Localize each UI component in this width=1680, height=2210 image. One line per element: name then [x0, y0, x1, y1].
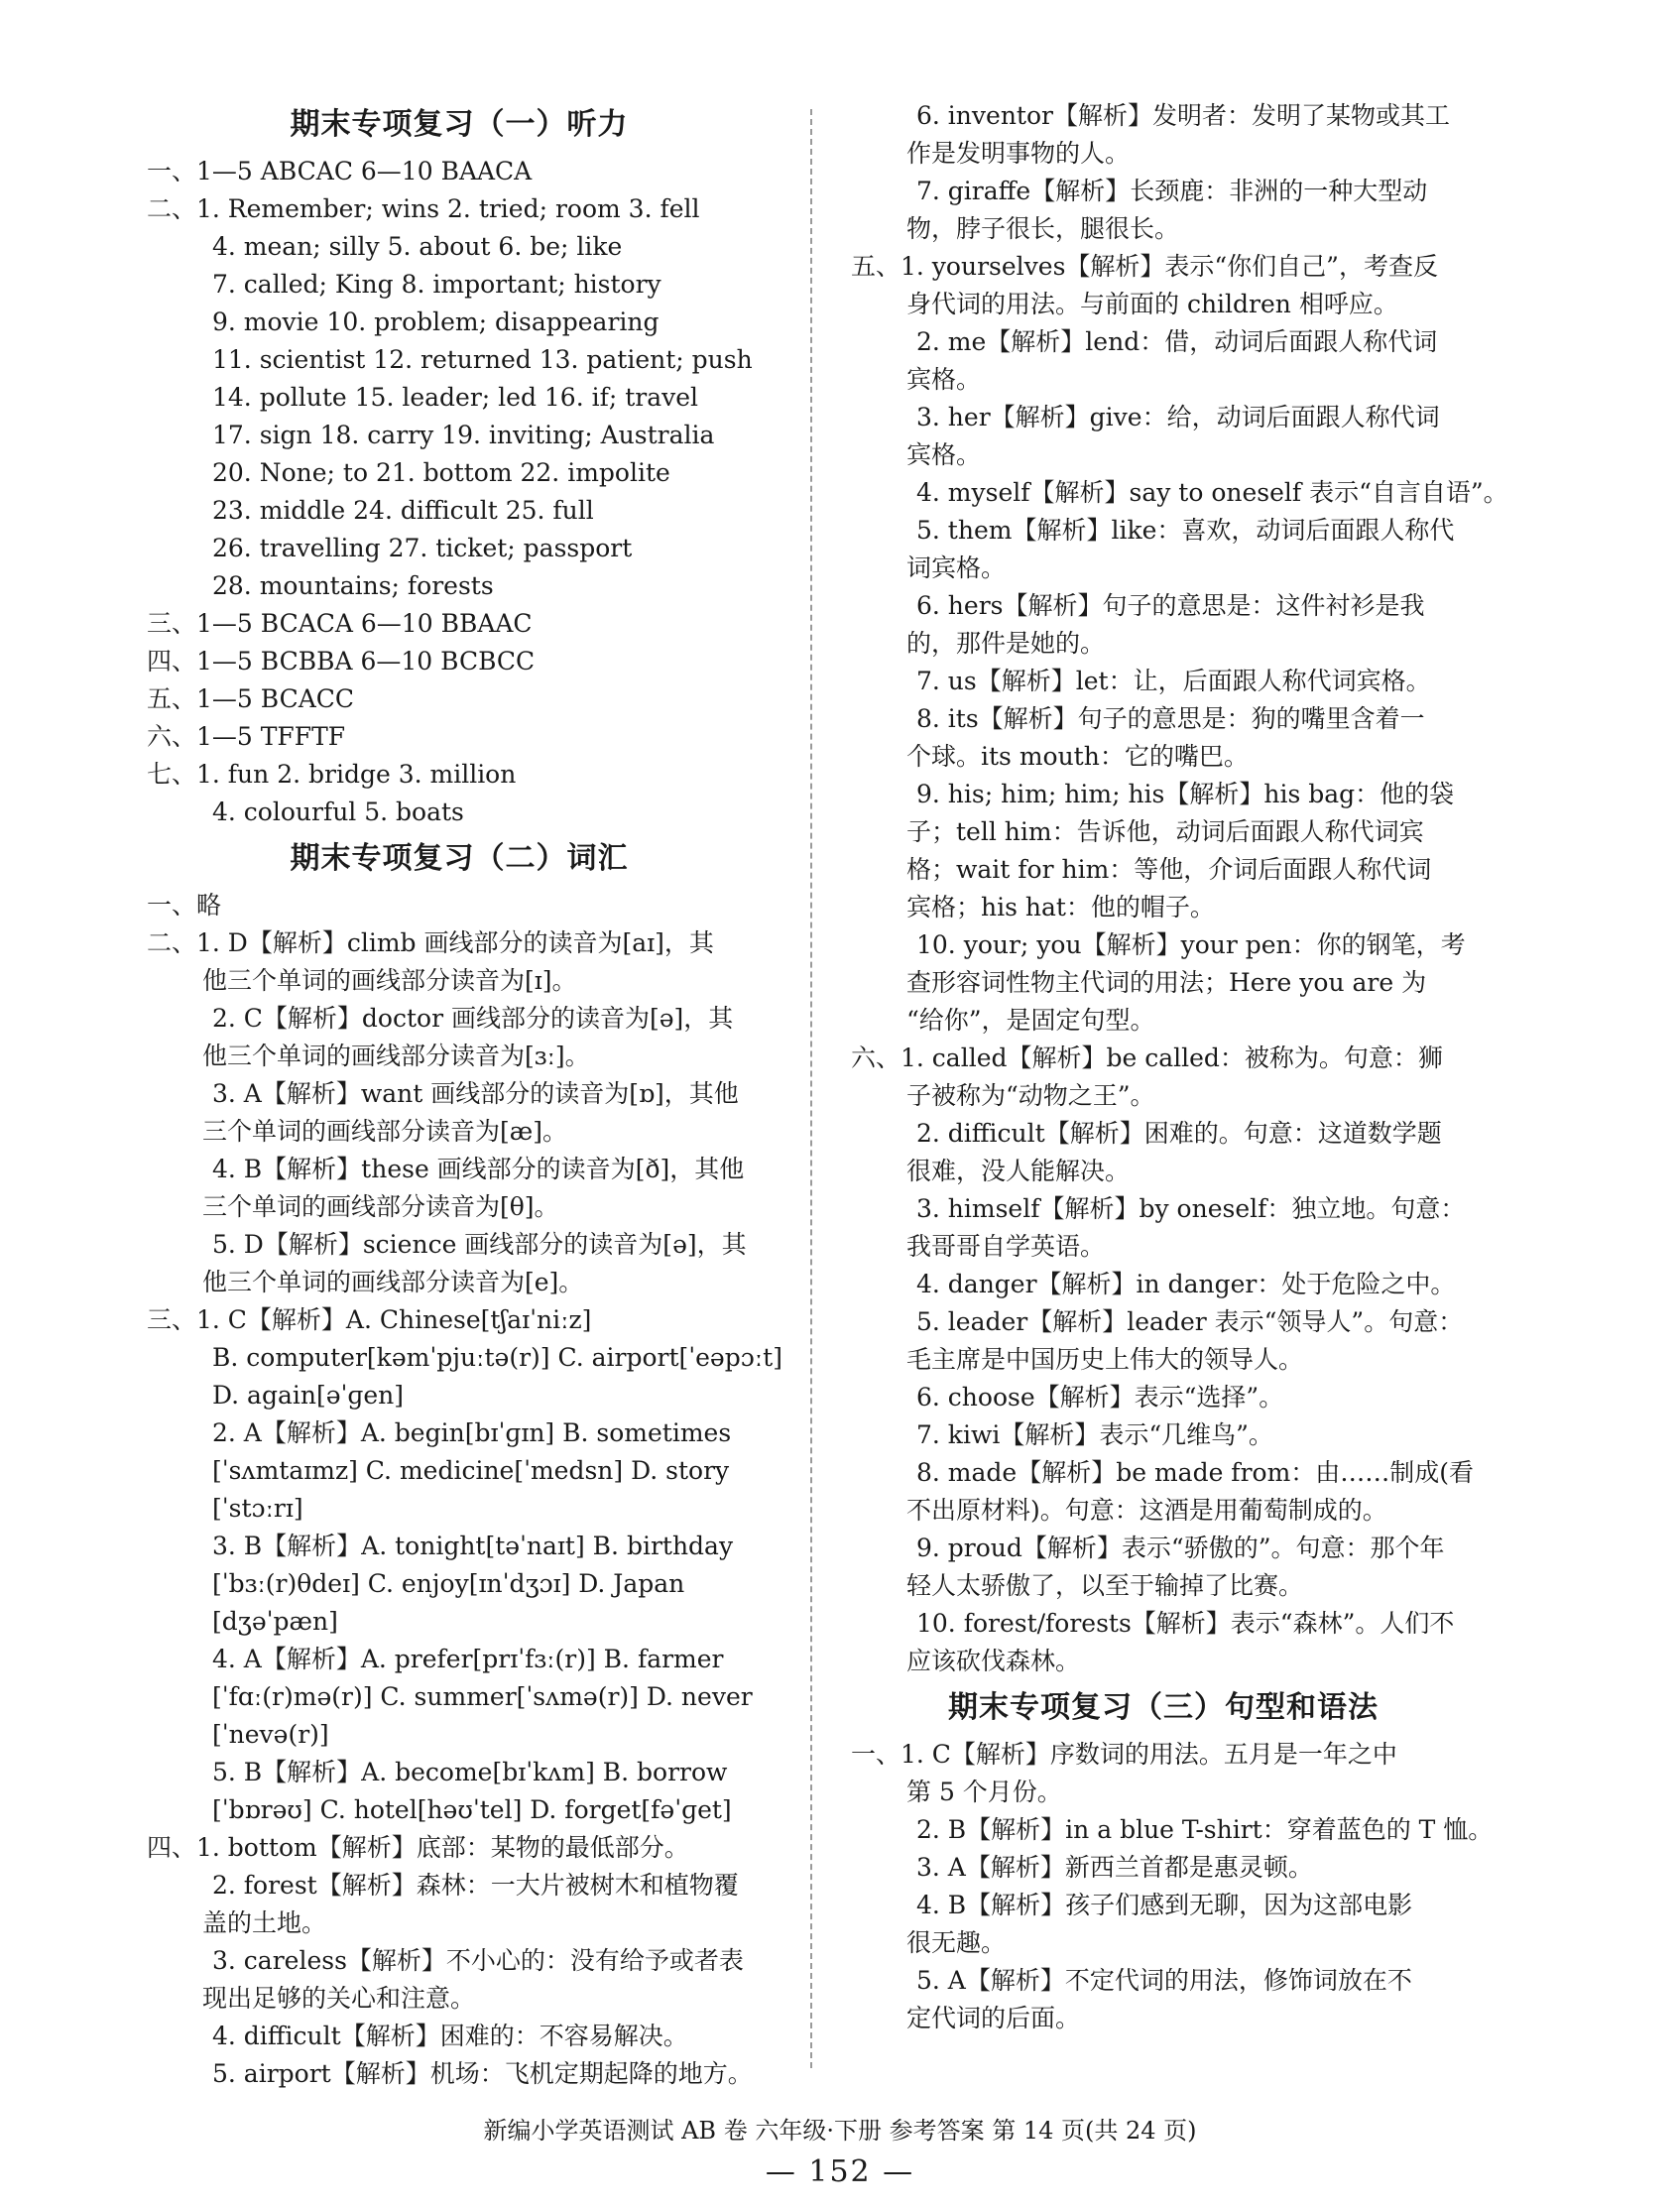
answer-line: 4. difficult【解析】困难的：不容易解决。 [212, 2022, 688, 2050]
answer-line: 五、1. yourselves【解析】表示“你们自己”，考查反 [851, 252, 1438, 281]
answer-line: 我哥哥自学英语。 [906, 1232, 1106, 1261]
answer-line: [ˈsʌmtaɪmz] C. medicine[ˈmedsn] D. story [212, 1456, 730, 1485]
answer-line: 不出原材料)。句意：这酒是用葡萄制成的。 [906, 1496, 1387, 1525]
answer-line: 23. middle 24. difficult 25. full [212, 496, 594, 525]
answer-line: 5. airport【解析】机场：飞机定期起降的地方。 [212, 2059, 753, 2088]
answer-line: 三个单词的画线部分读音为[θ]。 [202, 1192, 559, 1221]
right-answer-column [841, 97, 1508, 2037]
answer-line: 5. B【解析】A. become[bɪˈkʌm] B. borrow [212, 1758, 728, 1786]
answer-line: 物，脖子很长，腿很长。 [906, 214, 1180, 243]
column-divider [810, 109, 812, 2068]
answer-line: 4. mean; silly 5. about 6. be; like [212, 232, 623, 261]
answer-line: B. computer[kəmˈpjuːtə(r)] C. airport[ˈeəpɔːt] [212, 1343, 782, 1372]
answer-line: 6. inventor【解析】发明者：发明了某物或其工 [916, 101, 1450, 130]
answer-line: [ˈfɑː(r)mə(r)] C. summer[ˈsʌmə(r)] D. never [212, 1682, 753, 1711]
answer-line: 毛主席是中国历史上伟大的领导人。 [906, 1345, 1304, 1374]
answer-line: 作是发明事物的人。 [906, 139, 1131, 168]
answer-line: 3. her【解析】give：给，动词后面跟人称代词 [916, 403, 1440, 431]
footer-book-info: 新编小学英语测试 AB 卷 六年级·下册 参考答案 第 14 页(共 24 页) [483, 2117, 1197, 2145]
answer-line: 很无趣。 [906, 1928, 1007, 1957]
answer-line: [ˈbɒrəʊ] C. hotel[həʊˈtel] D. forget[fəˈɡet] [212, 1795, 732, 1824]
answer-line: 8. made【解析】be made from：由……制成(看 [916, 1458, 1475, 1487]
left-answer-column [137, 97, 781, 2093]
answer-line: 宾格；his hat：他的帽子。 [906, 893, 1215, 921]
answer-line: 2. forest【解析】森林：一大片被树木和植物覆 [212, 1871, 739, 1900]
answer-line: D. again[əˈɡen] [212, 1381, 405, 1410]
answer-line: 应该砍伐森林。 [906, 1647, 1081, 1675]
answer-line: 10. forest/forests【解析】表示“森林”。人们不 [916, 1609, 1455, 1638]
answer-line: 28. mountains; forests [212, 571, 494, 600]
answer-line: 查形容词性物主代词的用法；Here you are 为 [906, 968, 1427, 997]
answer-line: 3. A【解析】新西兰首都是惠灵顿。 [916, 1853, 1313, 1882]
answer-line: 2. A【解析】A. begin[bɪˈɡɪn] B. sometimes [212, 1418, 732, 1447]
answer-line: 11. scientist 12. returned 13. patient; push [212, 345, 753, 374]
answer-line: 四、1—5 BCBBA 6—10 BCBCC [147, 647, 536, 675]
answer-line: 20. None; to 21. bottom 22. impolite [212, 458, 670, 487]
answer-line: “给你”，是固定句型。 [906, 1006, 1155, 1035]
answer-line: 六、1—5 TFFTF [147, 722, 346, 751]
answer-line: 四、1. bottom【解析】底部：某物的最低部分。 [147, 1833, 689, 1862]
section-title: 期末专项复习（二）词汇 [290, 841, 629, 876]
section-title: 期末专项复习（一）听力 [290, 107, 629, 142]
answer-line: 一、略 [147, 891, 222, 920]
answer-line: 现出足够的关心和注意。 [202, 1984, 476, 2013]
answer-line: 子被称为“动物之王”。 [906, 1081, 1155, 1110]
answer-line: 3. careless【解析】不小心的：没有给予或者表 [212, 1946, 744, 1975]
answer-line: 4. A【解析】A. prefer[prɪˈfɜː(r)] B. farmer [212, 1645, 724, 1673]
answer-line: 5. leader【解析】leader 表示“领导人”。句意： [916, 1307, 1464, 1336]
answer-line: 9. movie 10. problem; disappearing [212, 307, 660, 336]
answer-line: 3. B【解析】A. tonight[təˈnaɪt] B. birthday [212, 1532, 734, 1560]
answer-line: 宾格。 [906, 440, 982, 469]
answer-line: 7. giraffe【解析】长颈鹿：非洲的一种大型动 [916, 177, 1428, 205]
footer-page-number: — 152 — [765, 2154, 915, 2189]
answer-line: 一、1. C【解析】序数词的用法。五月是一年之中 [851, 1740, 1397, 1769]
answer-line: 4. colourful 5. boats [212, 798, 464, 826]
answer-line: 10. your; you【解析】your pen：你的钢笔，考 [916, 930, 1466, 959]
answer-line: 4. B【解析】these 画线部分的读音为[ð]，其他 [212, 1155, 745, 1183]
answer-line: 格；wait for him：等他，介词后面跟人称代词 [906, 855, 1432, 884]
answer-line: 6. choose【解析】表示“选择”。 [916, 1383, 1284, 1412]
answer-line: 三、1—5 BCACA 6—10 BBAAC [147, 609, 533, 638]
answer-line: 3. himself【解析】by oneself：独立地。句意： [916, 1194, 1466, 1223]
answer-line: [ˈbɜː(r)θdeɪ] C. enjoy[ɪnˈdʒɔɪ] D. Japan [212, 1569, 685, 1598]
answer-line: 5. A【解析】不定代词的用法，修饰词放在不 [916, 1966, 1412, 1995]
answer-line: 4. B【解析】孩子们感到无聊，因为这部电影 [916, 1891, 1413, 1919]
answer-line: 三个单词的画线部分读音为[æ]。 [202, 1117, 568, 1146]
answer-line: 六、1. called【解析】be called：被称为。句意：狮 [851, 1044, 1443, 1072]
answer-line: 5. D【解析】science 画线部分的读音为[ə]，其 [212, 1230, 747, 1259]
answer-line: 的，那件是她的。 [906, 629, 1106, 658]
answer-line: 他三个单词的画线部分读音为[e]。 [202, 1268, 584, 1296]
answer-line: 身代词的用法。与前面的 children 相呼应。 [906, 290, 1398, 318]
answer-line: 5. them【解析】like：喜欢，动词后面跟人称代 [916, 516, 1455, 545]
answer-line: 17. sign 18. carry 19. inviting; Australia [212, 421, 715, 449]
answer-line: [ˈstɔːrɪ] [212, 1494, 303, 1523]
answer-line: 盖的土地。 [202, 1908, 327, 1937]
answer-line: 词宾格。 [906, 553, 1007, 582]
answer-line: 他三个单词的画线部分读音为[ɜː]。 [202, 1042, 590, 1070]
answer-line: 很难，没人能解决。 [906, 1157, 1131, 1185]
answer-line: 二、1. D【解析】climb 画线部分的读音为[aɪ]，其 [147, 928, 714, 957]
answer-line: 轻人太骄傲了，以至于输掉了比赛。 [906, 1571, 1304, 1600]
answer-line: 第 5 个月份。 [906, 1778, 1062, 1806]
answer-line: 2. C【解析】doctor 画线部分的读音为[ə]，其 [212, 1004, 734, 1033]
answer-line: 2. B【解析】in a blue T-shirt：穿着蓝色的 T 恤。 [916, 1815, 1494, 1844]
answer-line: 8. its【解析】句子的意思是：狗的嘴里含着一 [916, 704, 1425, 733]
answer-line: 2. me【解析】lend：借，动词后面跟人称代词 [916, 327, 1438, 356]
answer-line: 个球。its mouth：它的嘴巴。 [906, 742, 1249, 771]
answer-line: 9. his; him; him; his【解析】his bag：他的袋 [916, 780, 1455, 808]
answer-line: 4. myself【解析】say to oneself 表示“自言自语”。 [916, 478, 1508, 507]
section-title: 期末专项复习（三）句型和语法 [948, 1690, 1379, 1725]
answer-line: 定代词的后面。 [906, 2004, 1081, 2032]
answer-line: 14. pollute 15. leader; led 16. if; travel [212, 383, 699, 412]
answer-line: 二、1. Remember; wins 2. tried; room 3. fell [147, 194, 700, 223]
answer-line: 6. hers【解析】句子的意思是：这件衬衫是我 [916, 591, 1425, 620]
answer-line: [dʒəˈpæn] [212, 1607, 338, 1636]
answer-line: [ˈnevə(r)] [212, 1720, 329, 1749]
answer-line: 7. called; King 8. important; history [212, 270, 661, 299]
answer-line: 一、1—5 ABCAC 6—10 BAACA [147, 157, 533, 185]
answer-line: 2. difficult【解析】困难的。句意：这道数学题 [916, 1119, 1442, 1148]
answer-line: 7. kiwi【解析】表示“几维鸟”。 [916, 1420, 1273, 1449]
answer-line: 宾格。 [906, 365, 982, 394]
answer-line: 三、1. C【解析】A. Chinese[tʃaɪˈniːz] [147, 1305, 592, 1334]
answer-line: 3. A【解析】want 画线部分的读音为[ɒ]，其他 [212, 1079, 739, 1108]
answer-line: 7. us【解析】let：让，后面跟人称代词宾格。 [916, 667, 1431, 695]
answer-line: 9. proud【解析】表示“骄傲的”。句意：那个年 [916, 1534, 1445, 1562]
answer-line: 子；tell him：告诉他，动词后面跟人称代词宾 [906, 817, 1424, 846]
answer-line: 五、1—5 BCACC [147, 684, 355, 713]
answer-line: 4. danger【解析】in danger：处于危险之中。 [916, 1270, 1456, 1298]
answer-line: 26. travelling 27. ticket; passport [212, 534, 633, 562]
answer-line: 他三个单词的画线部分读音为[ɪ]。 [202, 966, 577, 995]
answer-line: 七、1. fun 2. bridge 3. million [147, 760, 517, 789]
